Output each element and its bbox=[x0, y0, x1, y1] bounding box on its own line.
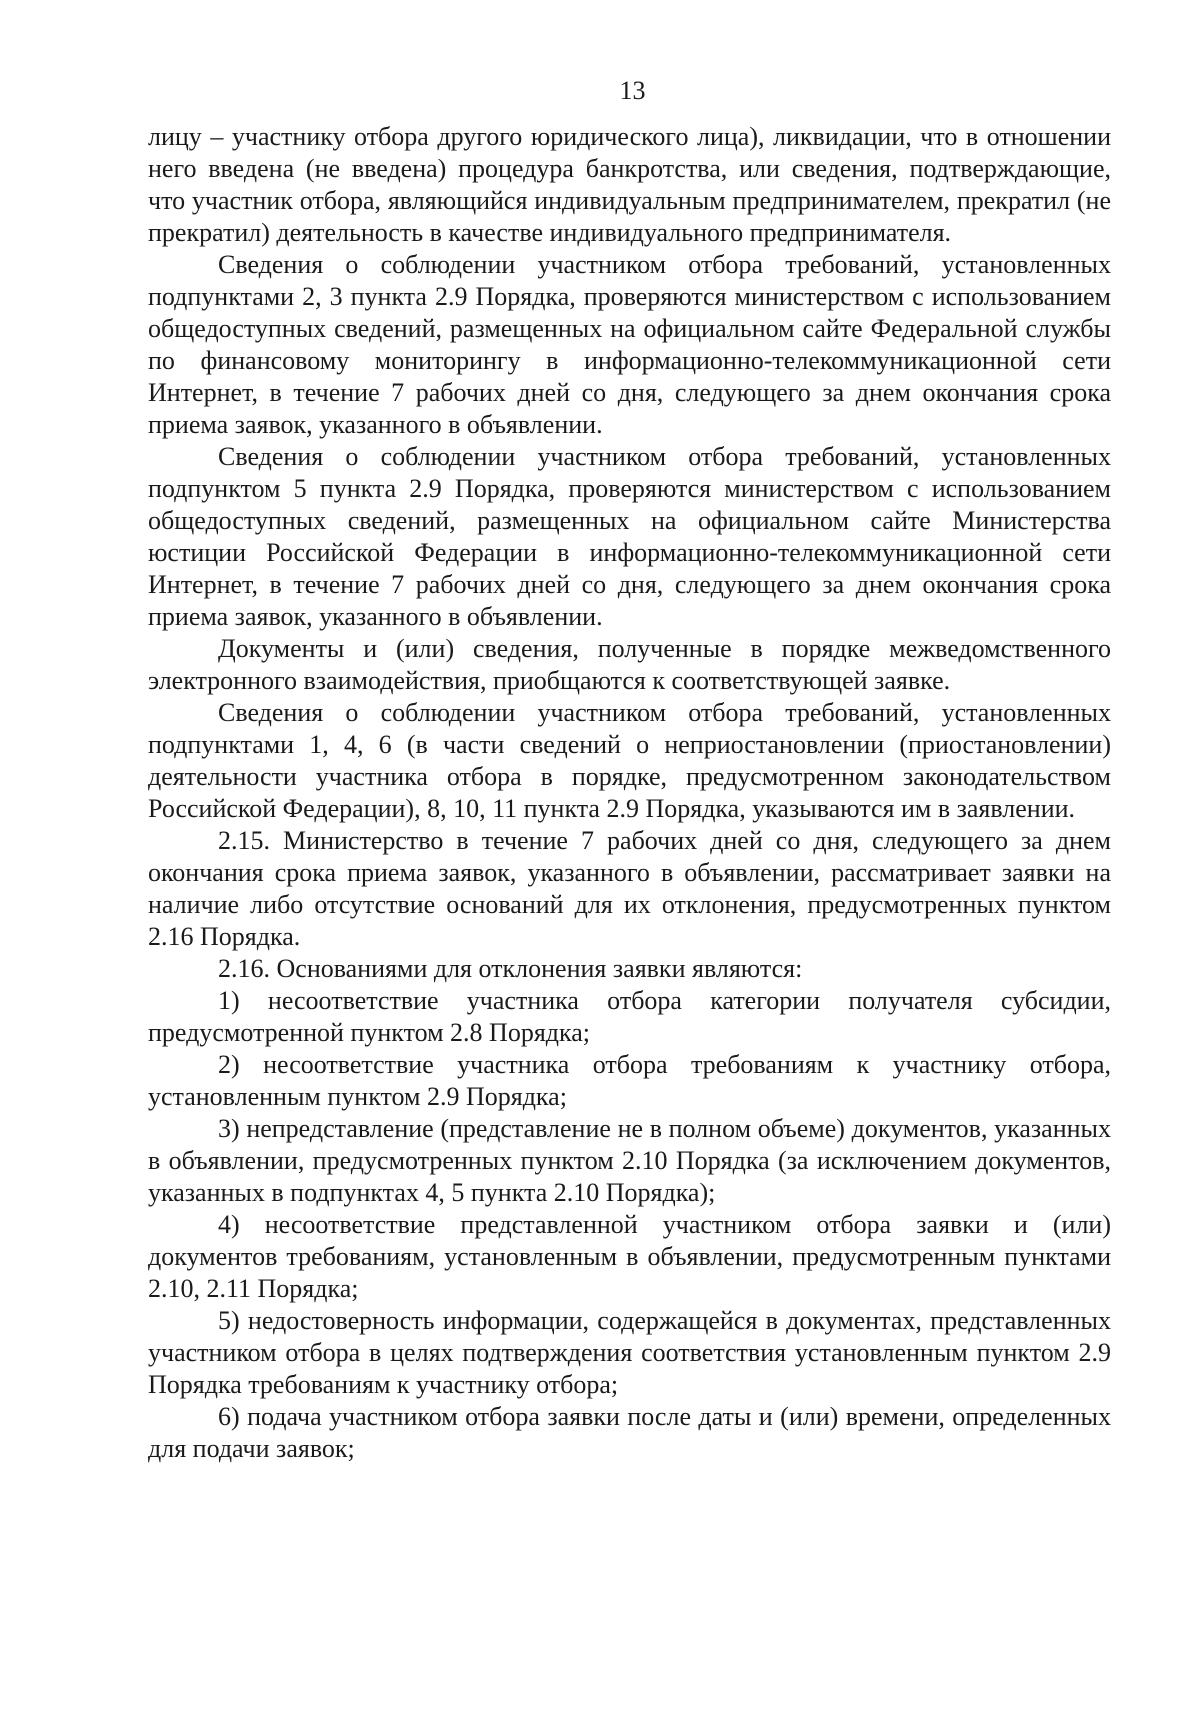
paragraph-2-16: 2.16. Основаниями для отклонения заявки являются: bbox=[218, 954, 803, 983]
paragraph-continuation: лицу – участнику отбора другого юридического лица), ликвидации, что в отношении него введена (не введена) процедура банкротства, или сведения, подтверждающие, что участник отбора, являющийся индивидуальным предпринимателем, прекратил (не прекратил) деятельность в качестве индивидуального предпринимателя. bbox=[148, 122, 1111, 247]
paragraph-interagency-documents: Документы и (или) сведения, полученные в порядке межведомственного электронного взаимодействия, приобщаются к соответствующей заявке. bbox=[148, 634, 1111, 695]
paragraph-2-15: 2.15. Министерство в течение 7 рабочих дней со дня, следующего за днем окончания срока приема заявок, указанного в объявлении, рассматривает заявки на наличие либо отсутствие оснований для их отклонения, предусмотренных пунктом 2.16 Порядка. bbox=[148, 826, 1111, 951]
list-item-6: 6) подача участником отбора заявки после даты и (или) времени, определенных для подачи заявок; bbox=[148, 1402, 1111, 1463]
page-number: 13 bbox=[619, 76, 646, 105]
list-item-5: 5) недостоверность информации, содержащейся в документах, представленных участником отбора в целях подтверждения соответствия установленным пунктом 2.9 Порядка требованиям к участнику отбора; bbox=[148, 1306, 1111, 1399]
list-item-4: 4) несоответствие представленной участником отбора заявки и (или) документов требованиям, установленным в объявлении, предусмотренным пунктами 2.10, 2.11 Порядка; bbox=[148, 1210, 1111, 1303]
list-item-1: 1) несоответствие участника отбора категории получателя субсидии, предусмотренной пунктом 2.8 Порядка; bbox=[148, 986, 1111, 1047]
list-item-3: 3) непредставление (представление не в полном объеме) документов, указанных в объявлении, предусмотренных пунктом 2.10 Порядка (за исключением документов, указанных в подпунктах 4, 5 пункта 2.10 Порядка); bbox=[148, 1114, 1111, 1207]
list-item-2: 2) несоответствие участника отбора требованиям к участнику отбора, установленным пунктом 2.9 Порядка; bbox=[148, 1050, 1111, 1111]
paragraph-fedfinmonitoring-check: Сведения о соблюдении участником отбора требований, установленных подпунктами 2, 3 пункта 2.9 Порядка, проверяются министерством с использованием общедоступных сведений, размещенных на официальном сайте Федеральной службы по финансовому мониторингу в информационно-телекоммуникационной сети Интернет, в течение 7 рабочих дней со дня, следующего за днем окончания срока приема заявок, указанного в объявлении. bbox=[148, 250, 1111, 439]
document-body bbox=[148, 121, 1111, 1465]
paragraph-minjust-check: Сведения о соблюдении участником отбора требований, установленных подпунктом 5 пункта 2.9 Порядка, проверяются министерством с использованием общедоступных сведений, размещенных на официальном сайте Министерства юстиции Российской Федерации в информационно-телекоммуникационной сети Интернет, в течение 7 рабочих дней со дня, следующего за днем окончания срока приема заявок, указанного в объявлении. bbox=[148, 442, 1111, 631]
paragraph-application-statements: Сведения о соблюдении участником отбора требований, установленных подпунктами 1, 4, 6 (в части сведений о неприостановлении (приостановлении) деятельности участника отбора в порядке, предусмотренном законодательством Российской Федерации), 8, 10, 11 пункта 2.9 Порядка, указываются им в заявлении. bbox=[148, 698, 1111, 823]
